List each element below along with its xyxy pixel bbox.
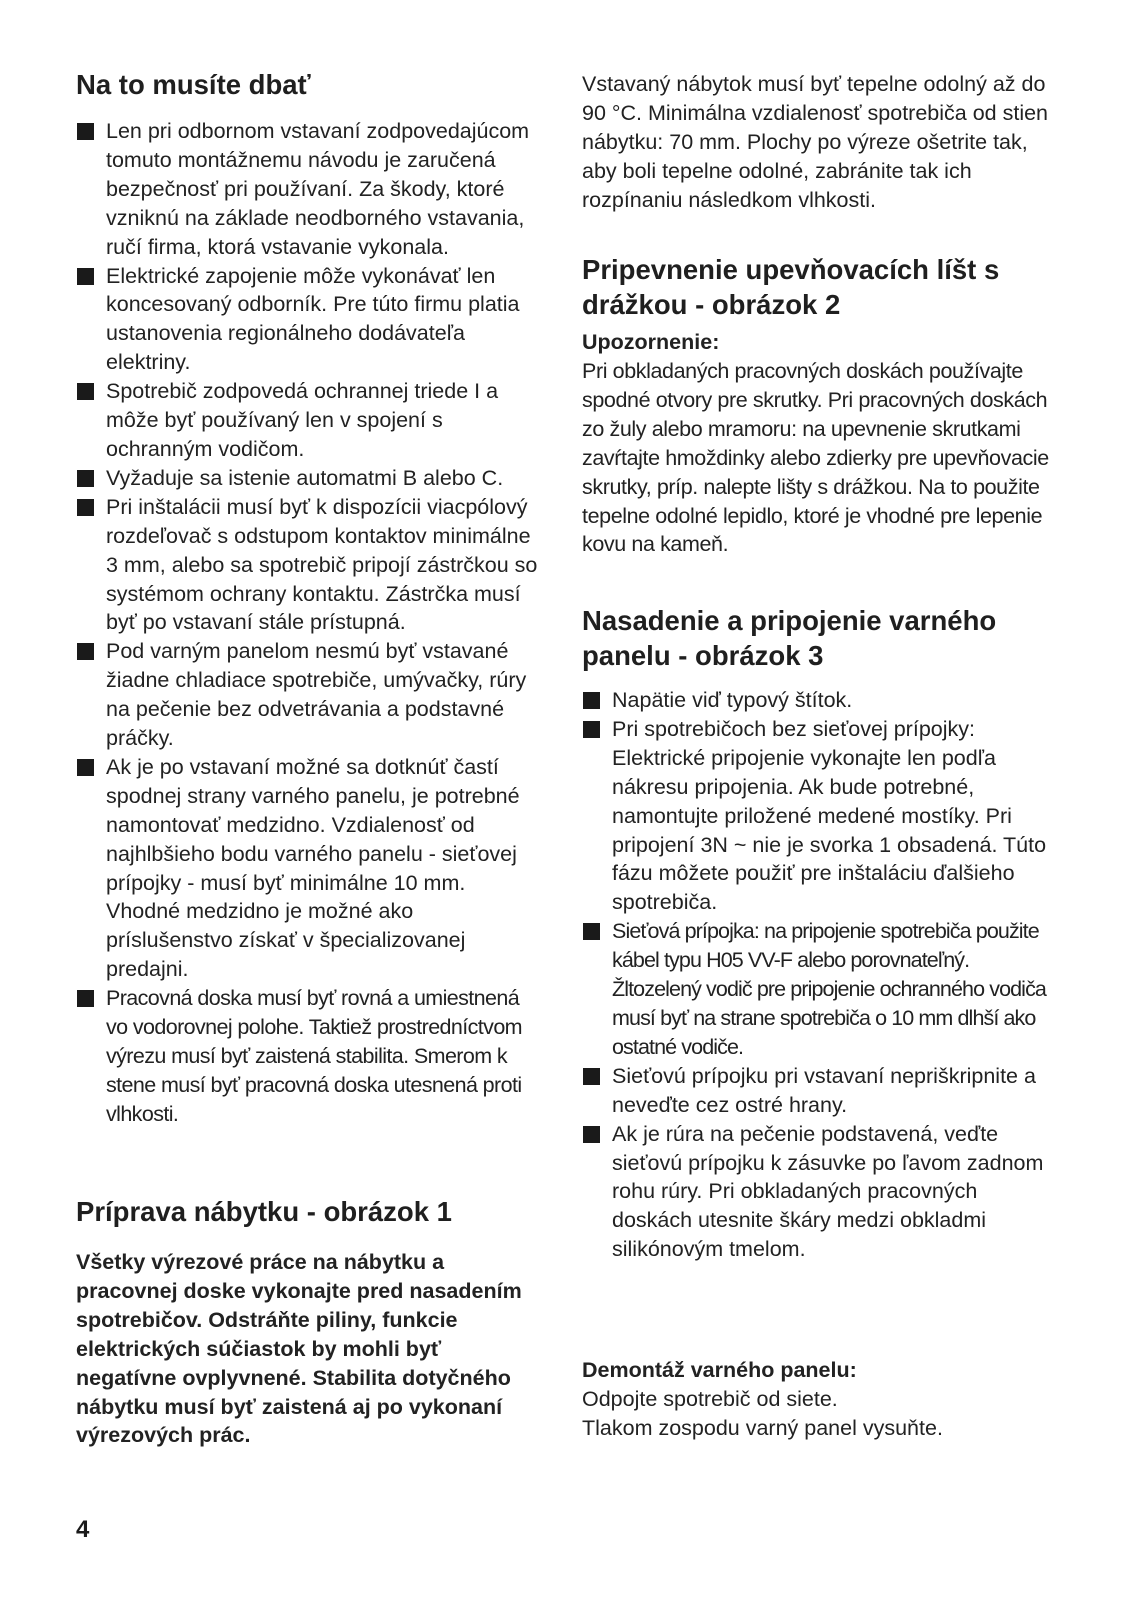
heading-mounting-strips: Pripevnenie upevňovacích líšt s drážkou - obrázok 2: [582, 254, 1000, 320]
demount-line-2: Tlakom zospodu varný panel vysuňte.: [582, 1416, 943, 1440]
demount-label: Demontáž varného panelu:: [582, 1358, 857, 1382]
bullet-square-icon: [583, 721, 600, 738]
bullet-square-icon: [77, 990, 94, 1007]
list-item: Vyžaduje sa istenie automatmi B alebo C.: [76, 464, 544, 493]
list-item: Pracovná doska musí byť rovná a umiestnená vo vodorovnej polohe. Taktiež prostredníctvom výrezu musí byť zaistená stabilita. Smerom k stene musí byť pracovná doska utesnená proti vlhkosti.: [76, 984, 544, 1129]
demount-line-1: Odpojte spotrebič od siete.: [582, 1387, 838, 1411]
heading-safety: Na to musíte dbať: [76, 69, 311, 100]
note-label: Upozornenie:: [582, 330, 720, 354]
install-list: [582, 686, 1052, 1264]
list-item: Sieťovú prípojku pri vstavaní nepriškripnite a neveďte cez ostré hrany.: [582, 1062, 1052, 1120]
bullet-square-icon: [583, 1068, 600, 1085]
bullet-square-icon: [77, 759, 94, 776]
bullet-square-icon: [583, 692, 600, 709]
bullet-square-icon: [583, 1126, 600, 1143]
bullet-square-icon: [583, 923, 600, 940]
bullet-square-icon: [77, 123, 94, 140]
list-item: Pri inštalácii musí byť k dispozícii viacpólový rozdeľovač s odstupom kontaktov minimálne 3 mm, alebo sa spotrebič pripojí zástrčkou so systémom ochrany kontaktu. Zástrčka musí byť po vstavaní stále prístupná.: [76, 493, 544, 638]
heading-hob-install: Nasadenie a pripojenie varného panelu - obrázok 3: [582, 605, 997, 671]
list-item: Napätie viď typový štítok.: [582, 686, 1052, 715]
heading-furniture-prep: Príprava nábytku - obrázok 1: [76, 1196, 452, 1227]
bullet-square-icon: [77, 268, 94, 285]
safety-list: [76, 117, 544, 1129]
list-item: Ak je po vstavaní možné sa dotknúť častí spodnej strany varného panelu, je potrebné namontovať medzidno. Vzdialenosť od najhlbšieho bodu varného panelu - sieťovej prípojky - musí byť minimálne 10 mm. Vhodné medzidno je možné ako príslušenstvo získať v špecializovanej predajni.: [76, 753, 544, 984]
page-number: 4: [76, 1516, 90, 1543]
bullet-square-icon: [77, 643, 94, 660]
bullet-square-icon: [77, 470, 94, 487]
intro-paragraph: Vstavaný nábytok musí byť tepelne odolný až do 90 °C. Minimálna vzdialenosť spotrebiča od stien nábytku: 70 mm. Plochy po výreze ošetrite tak, aby boli tepelne odolné, zabránite tak ich rozpínaniu následkom vlhkosti.: [582, 72, 1049, 212]
bullet-square-icon: [77, 499, 94, 516]
furniture-prep-text: Všetky výrezové práce na nábytku a pracovnej doske vykonajte pred nasadením spotrebičov. Odstráňte piliny, funkcie elektrických súčiastok by mohli byť negatívne ovplyvnené. Stabilita dotyčného nábytku musí byť zaistená aj po vykonaní výrezových prác.: [76, 1250, 522, 1448]
list-item: Pod varným panelom nesmú byť vstavané žiadne chladiace spotrebiče, umývačky, rúry na pečenie bez odvetrávania a podstavné práčky.: [76, 637, 544, 753]
list-item: Sieťová prípojka: na pripojenie spotrebiča použite kábel typu H05 VV-F alebo porovnateľný. Žltozelený vodič pre pripojenie ochranného vodiča musí byť na strane spotrebiča o 10 mm dlhší ako ostatné vodiče.: [582, 917, 1052, 1062]
list-item: Spotrebič zodpovedá ochrannej triede I a môže byť používaný len v spojení s ochranným vodičom.: [76, 377, 544, 464]
list-item: Ak je rúra na pečenie podstavená, veďte sieťovú prípojku k zásuvke po ľavom zadnom rohu rúry. Pri obkladaných pracovných doskách utesnite škáry medzi obkladmi silikónovým tmelom.: [582, 1120, 1052, 1265]
list-item: Pri spotrebičoch bez sieťovej prípojky: Elektrické pripojenie vykonajte len podľa nákresu pripojenia. Ak bude potrebné, namontujte priložené medené mostíky. Pri pripojení 3N ~ nie je svorka 1 obsadená. Túto fázu môžete použiť pre inštaláciu ďalšieho spotrebiča.: [582, 715, 1052, 917]
list-item: Elektrické zapojenie môže vykonávať len koncesovaný odborník. Pre túto firmu platia ustanovenia regionálneho dodávateľa elektriny.: [76, 262, 544, 378]
note-text: Pri obkladaných pracovných doskách používajte spodné otvory pre skrutky. Pri pracovných doskách zo žuly alebo mramoru: na upevnenie skrutkami zavŕtajte hmoždinky alebo zdierky pre upevňovacie skrutky, príp. nalepte lišty s drážkou. Na to použite tepelne odolné lepidlo, ktoré je vhodné pre lepenie kovu na kameň.: [582, 359, 1049, 557]
bullet-square-icon: [77, 383, 94, 400]
list-item: Len pri odbornom vstavaní zodpovedajúcom tomuto montážnemu návodu je zaručená bezpečnosť pri používaní. Za škody, ktoré vzniknú na základe neodborného vstavania, ručí firma, ktorá vstavanie vykonala.: [76, 117, 544, 262]
